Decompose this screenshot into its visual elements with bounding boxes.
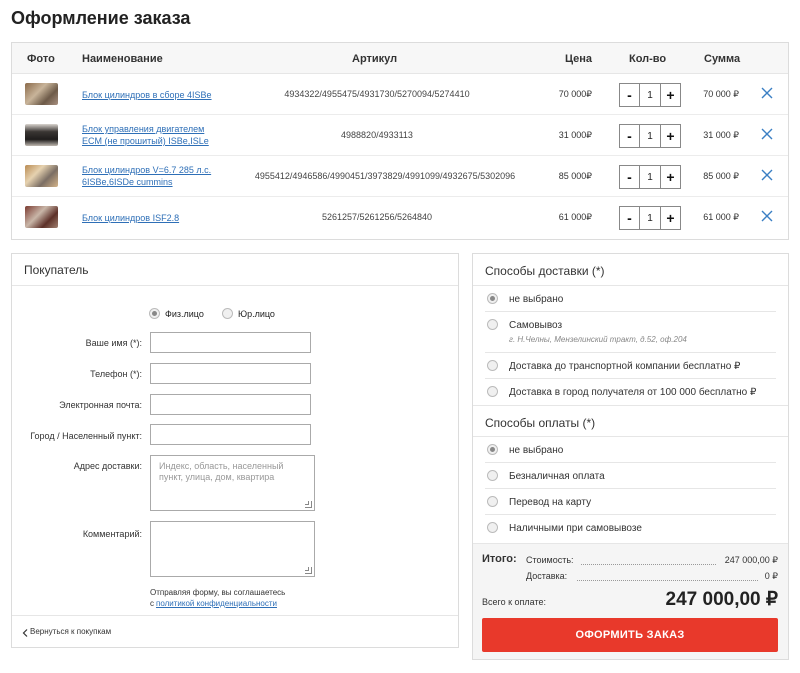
quantity-stepper[interactable] [619,206,681,230]
qty-plus-button[interactable]: + [666,128,675,144]
consent-text: Отправляя форму, вы соглашаетесь [150,588,286,597]
delivery-cost-value: 0 ₽ [764,571,778,581]
grand-total-label: Всего к оплате: [482,597,547,607]
cost-dots [581,564,716,565]
payment-option-label[interactable]: Перевод на карту [509,497,592,508]
product-name-line1[interactable]: Блок цилиндров в сборе 4ISBe [82,90,212,100]
col-sku: Артикул [352,53,398,65]
product-price: 61 000₽ [558,212,592,222]
delivery-cost-label: Доставка: [526,571,568,581]
payment-radio[interactable] [487,444,498,455]
itogo-label: Итого: [482,553,517,565]
delivery-option-label[interactable]: не выбрано [509,294,564,305]
consent-prefix: с [150,599,154,608]
cost-value: 247 000,00 ₽ [724,555,778,565]
product-price: 31 000₽ [558,130,592,140]
product-name-line1[interactable]: Блок цилиндров ISF2.8 [82,213,180,223]
payment-option-label[interactable]: не выбрано [509,445,564,456]
label-legal[interactable]: Юр.лицо [238,309,275,319]
radio-individual[interactable] [149,308,160,319]
qty-minus-button[interactable]: - [627,210,632,226]
col-qty: Кол-во [629,53,667,65]
delivery-dots [577,580,758,581]
product-sum: 85 000 ₽ [703,171,739,181]
qty-minus-button[interactable]: - [627,128,632,144]
cart-row [12,156,788,197]
quantity-stepper[interactable] [619,124,681,148]
quantity-stepper[interactable] [619,83,681,107]
product-price: 85 000₽ [558,171,592,181]
address-textarea[interactable] [150,455,315,511]
buyer-title: Покупатель [12,254,458,286]
payment-radio[interactable] [487,470,498,481]
col-price: Цена [565,53,593,65]
product-sku: 5261257/5261256/5264840 [321,212,433,222]
product-photo[interactable] [25,124,58,146]
delivery-option-label[interactable]: Доставка до транспортной компании бесплатно ₽ [509,361,741,372]
product-sku: 4934322/4955475/4931730/5270094/5274410 [284,89,470,99]
remove-icon[interactable] [760,127,774,141]
resize-grip-icon[interactable] [305,501,312,508]
city-label: Город / Населенный пункт: [30,431,142,441]
product-name-line1[interactable]: Блок цилиндров V=6.7 285 л.с. [82,165,212,175]
qty-value[interactable]: 1 [639,84,661,106]
grand-total-value: 247 000,00 ₽ [665,589,778,610]
qty-minus-button[interactable]: - [627,169,632,185]
qty-plus-button[interactable]: + [666,210,675,226]
delivery-radio[interactable] [487,293,498,304]
cart-row [12,115,788,156]
cart-header [12,43,788,74]
remove-icon[interactable] [760,168,774,182]
product-name-line2[interactable]: 6ISBe,6ISDe cummins [82,177,173,187]
address-placeholder: Индекс, область, населенный пункт, улица, дом, квартира [159,461,284,482]
qty-value[interactable]: 1 [639,125,661,147]
delivery-option[interactable] [485,312,776,353]
radio-legal[interactable] [222,308,233,319]
place-order-button[interactable]: ОФОРМИТЬ ЗАКАЗ [482,618,778,652]
delivery-title: Способы доставки (*) [473,254,788,286]
product-name-link[interactable] [82,89,212,101]
product-sku: 4955412/4946586/4990451/3973829/4991099/4932675/5302096 [254,171,516,181]
comment-label: Комментарий: [82,529,142,539]
product-name-link[interactable] [82,212,179,224]
product-name-line2[interactable]: ECM (не прошитый) ISBe,ISLe [82,136,209,146]
chevron-left-icon[interactable] [22,629,28,637]
delivery-option[interactable] [485,353,776,379]
qty-value[interactable]: 1 [639,207,661,229]
qty-value[interactable]: 1 [639,166,661,188]
pickup-address: г. Н.Челны, Мензелинский тракт, д.52, оф.204 [509,335,687,344]
product-sum: 31 000 ₽ [703,130,739,140]
product-photo[interactable] [25,165,58,187]
back-to-shopping-link[interactable]: Вернуться к покупкам [30,627,112,636]
payment-option[interactable] [485,437,776,463]
qty-minus-button[interactable]: - [627,87,632,103]
resize-grip-icon[interactable] [305,567,312,574]
delivery-payment-panel [472,253,789,660]
product-photo[interactable] [25,83,58,105]
delivery-radio[interactable] [487,360,498,371]
cost-label: Стоимость: [526,555,574,565]
buyer-footer [12,615,458,647]
name-field[interactable] [150,332,311,353]
product-name-link[interactable] [82,123,209,147]
qty-plus-button[interactable]: + [666,169,675,185]
name-label: Ваше имя (*): [85,338,142,348]
product-price: 70 000₽ [558,89,592,99]
privacy-policy-link[interactable]: политикой конфиденциальности [156,599,277,608]
delivery-radio[interactable] [487,386,498,397]
payment-option-label[interactable]: Безналичная оплата [509,471,605,482]
product-name-line1[interactable]: Блок управления двигателем [82,124,205,134]
buyer-panel [11,253,459,648]
payment-option[interactable] [485,515,776,541]
col-sum: Сумма [704,53,741,65]
comment-textarea[interactable] [150,521,315,577]
address-label: Адрес доставки: [73,461,142,471]
delivery-option[interactable] [485,379,776,405]
phone-label: Телефон (*): [90,369,142,379]
quantity-stepper[interactable] [619,165,681,189]
remove-icon[interactable] [760,86,774,100]
delivery-option-label[interactable]: Доставка в город получателя от 100 000 бесплатно ₽ [509,387,757,398]
payment-radio[interactable] [487,496,498,507]
email-field[interactable] [150,394,311,415]
payment-option[interactable] [485,463,776,489]
cart-row [12,74,788,115]
delivery-radio[interactable] [487,319,498,330]
phone-field[interactable] [150,363,311,384]
product-name-link[interactable] [82,164,211,188]
product-sum: 70 000 ₽ [703,89,739,99]
payment-option[interactable] [485,489,776,515]
page-title: Оформление заказа [11,8,191,28]
payment-option-label[interactable]: Наличными при самовывозе [509,523,642,534]
qty-plus-button[interactable]: + [666,87,675,103]
product-sum: 61 000 ₽ [703,212,739,222]
col-name: Наименование [82,53,163,65]
payment-radio[interactable] [487,522,498,533]
product-photo[interactable] [25,206,58,228]
col-photo: Фото [27,53,55,65]
city-field[interactable] [150,424,311,445]
email-label: Электронная почта: [59,400,142,410]
label-individual[interactable]: Физ.лицо [165,309,204,319]
product-sku: 4988820/4933113 [341,130,413,140]
delivery-option[interactable] [485,286,776,312]
delivery-option-label[interactable]: Самовывоз [509,320,563,331]
cart-row [12,197,788,238]
remove-icon[interactable] [760,209,774,223]
cart-table [11,42,789,240]
payment-title: Способы оплаты (*) [473,405,788,437]
order-totals [473,543,788,659]
